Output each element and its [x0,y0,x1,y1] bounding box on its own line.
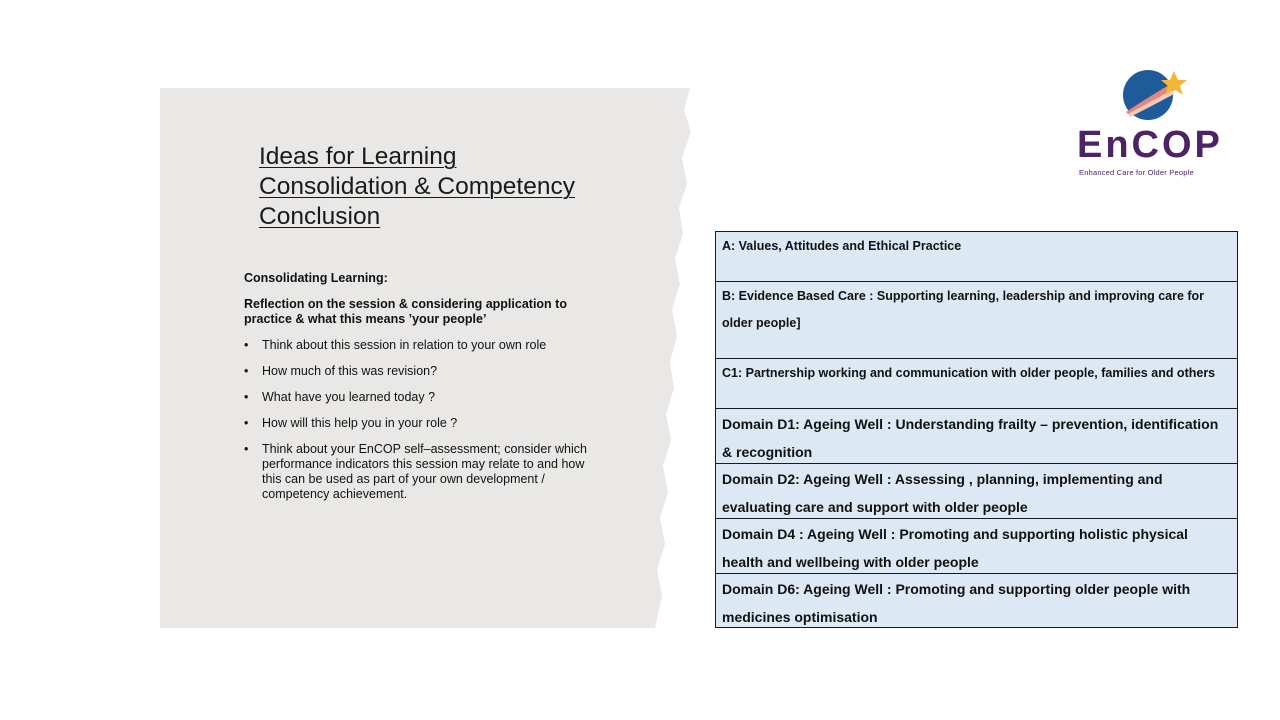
bullet-text: Think about your EnCOP self–assessment; consider which performance indicators this session may relate to and how this can be used as part of your own development / competency achievement. [262,442,587,501]
title-line-1: Ideas for Learning [259,143,457,170]
domain-d4: Domain D4 : Ageing Well : Promoting and supporting holistic physical health and wellbeing with older people [722,526,1188,570]
bullet-list [244,338,604,513]
reflection-text: Reflection on the session & considering application to practice & what this means ’your people’ [244,297,567,326]
bullet-icon: • [244,416,249,430]
bullet-text: How much of this was revision? [262,364,438,378]
bullet-text: How will this help you in your role ? [262,416,458,430]
bullet-icon: • [244,390,249,404]
consolidating-heading: Consolidating Learning: [244,271,388,285]
list-item [244,416,604,431]
table-row [716,409,1237,464]
title-line-3: Conclusion [259,203,381,230]
table-row [716,519,1237,574]
domain-b: B: Evidence Based Care : Supporting learning, leadership and improving care for older people] [722,289,1205,330]
bullet-icon: • [244,442,249,456]
list-item [244,442,604,502]
list-item [244,338,604,353]
title-line-2: Consolidation & Competency [259,173,575,200]
domain-a: A: Values, Attitudes and Ethical Practice [722,239,962,253]
table-row [716,359,1237,409]
domains-table [715,231,1238,628]
bullet-icon: • [244,338,249,352]
globe-star-icon [1070,68,1240,128]
list-item [244,390,604,405]
bullet-text: What have you learned today ? [262,390,436,404]
list-item [244,364,604,379]
bullet-text: Think about this session in relation to your own role [262,338,547,352]
domain-c1: C1: Partnership working and communication with older people, families and others [722,366,1216,380]
logo-wordmark: EnCOP [1077,124,1223,166]
domain-d6: Domain D6: Ageing Well : Promoting and supporting older people with medicines optimisation [722,581,1191,625]
logo-tagline: Enhanced Care for Older People [1079,168,1194,177]
table-row [716,282,1237,359]
table-row [716,464,1237,519]
domain-d1: Domain D1: Ageing Well : Understanding frailty – prevention, identification & recognition [722,416,1219,460]
bullet-icon: • [244,364,249,378]
slide-title [259,142,575,232]
table-row [716,574,1237,627]
domain-d2: Domain D2: Ageing Well : Assessing , planning, implementing and evaluating care and support with older people [722,471,1163,515]
table-row [716,232,1237,282]
